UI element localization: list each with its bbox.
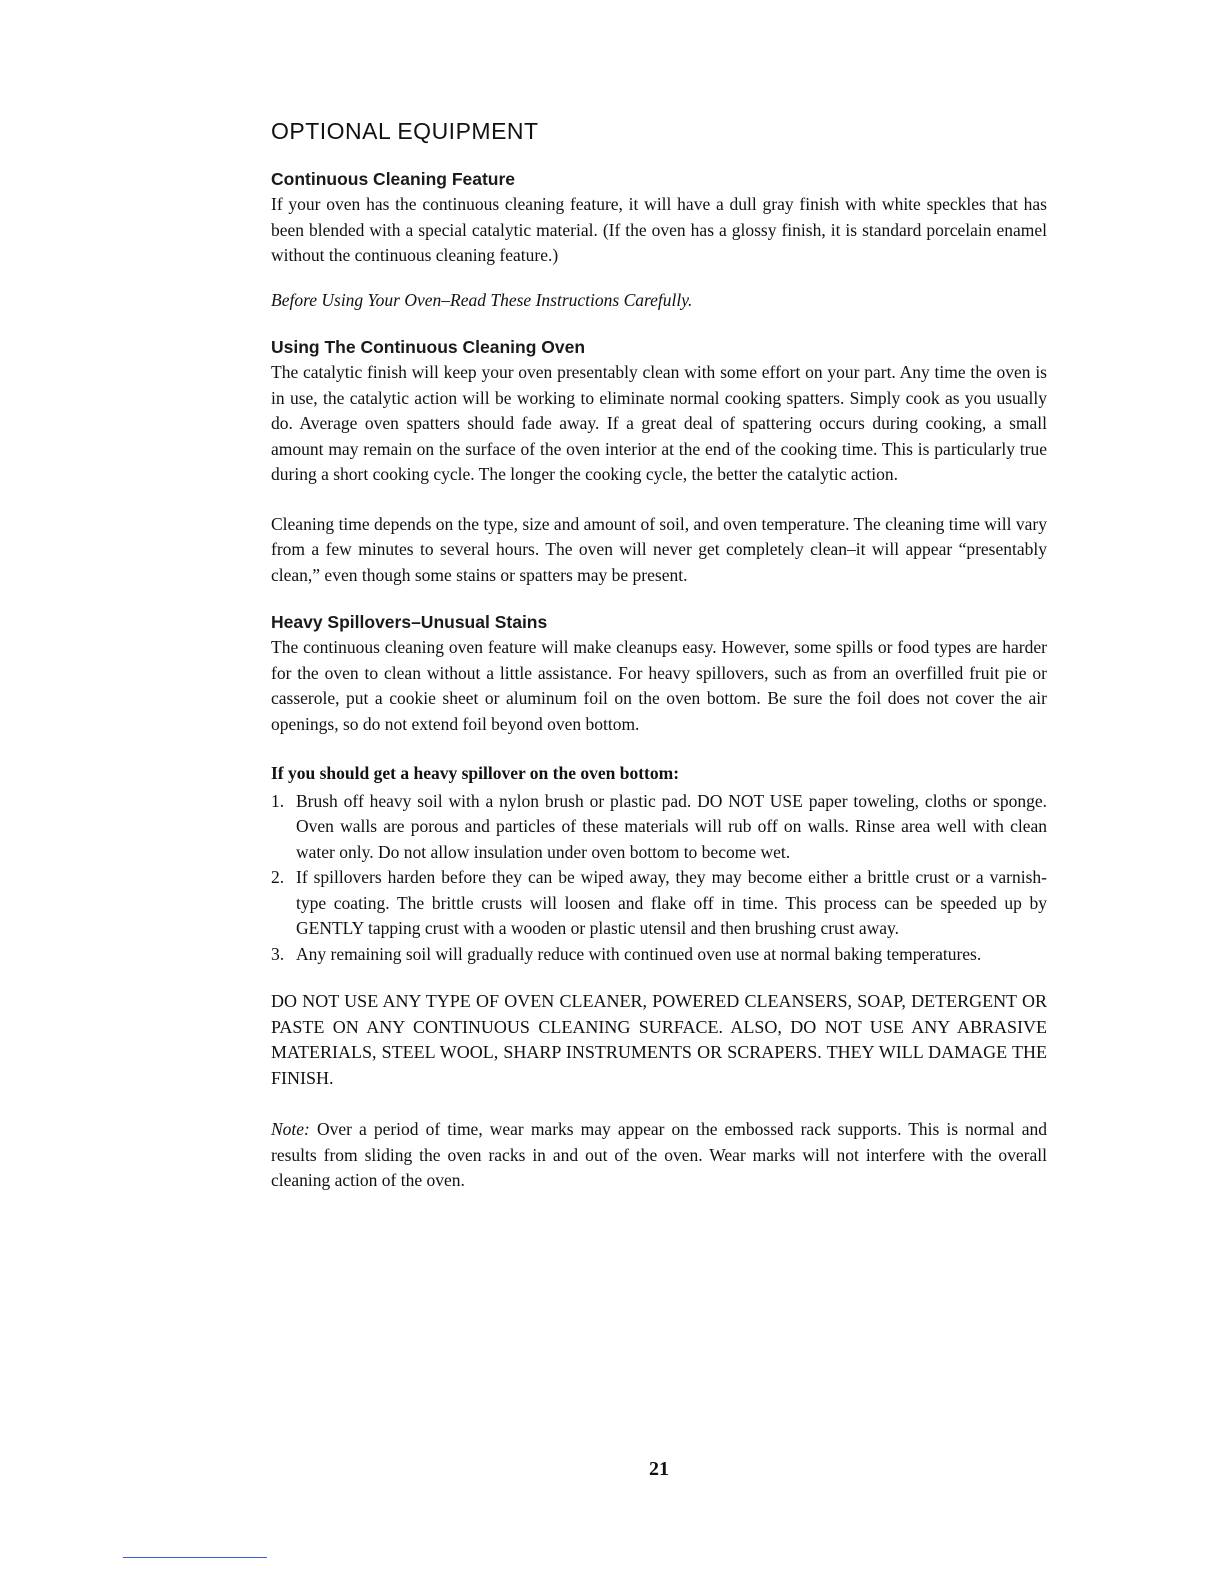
cleaning-steps-list [271,789,1047,968]
paragraph-catalytic-finish: The catalytic finish will keep your oven presentably clean with some effort on your part. Any time the oven is in use, the catalytic action will be working to eliminate normal cooking spatters. Simply cook as you usually do. Average oven spatters should fade away. If a great deal of spattering occurs during cooking, a small amount may remain on the surface of the oven interior at the end of the cooking time. This is particularly true during a short cooking cycle. The longer the cooking cycle, the better the catalytic action. [271,362,1047,484]
paragraph-heavy-spillovers: The continuous cleaning oven feature will make cleanups easy. However, some spills or food types are harder for the oven to clean without a little assistance. For heavy spillovers, such as from an overfilled fruit pie or casserole, put a cookie sheet or aluminum foil on the oven bottom. Be sure the foil does not cover the air openings, so do not extend foil beyond oven bottom. [271,637,1047,734]
note-text: Over a period of time, wear marks may appear on the embossed rack supports. This is normal and results from sliding the oven racks in and out of the oven. Wear marks will not interfere with the overall cleaning action of the oven. [271,1119,1047,1190]
instruction-notice: Before Using Your Oven–Read These Instructions Carefully. [271,289,693,310]
list-item [271,865,1047,942]
manual-page [271,118,1047,1480]
step-number: 2. [271,867,285,887]
footer-rule [123,1557,267,1558]
page-title: OPTIONAL EQUIPMENT [271,118,539,144]
step-text: If spillovers harden before they can be wiped away, they may become either a brittle crust or a varnish-type coating. The brittle crusts will loosen and flake off in time. This process can be speeded up by GENTLY tapping crust with a wooden or plastic utensil and then brushing crust away. [296,867,1047,938]
step-text: Any remaining soil will gradually reduce with continued oven use at normal baking temperatures. [296,943,982,964]
list-item [271,789,1047,866]
note-paragraph [271,1117,1047,1194]
page-number: 21 [649,1458,669,1480]
section-heading-continuous-cleaning-feature: Continuous Cleaning Feature [271,169,516,189]
step-number: 1. [271,790,285,811]
list-item [271,942,1047,968]
step-number: 3. [271,943,285,964]
paragraph-continuous-cleaning-feature: If your oven has the continuous cleaning feature, it will have a dull gray finish with white speckles that has been blended with a special catalytic material. (If the oven has a glossy finish, it is standard porcelain enamel without the continuous cleaning feature.) [271,194,1047,265]
note-label: Note: [271,1119,310,1139]
section-heading-heavy-spillovers: Heavy Spillovers–Unusual Stains [271,612,548,632]
step-text: Brush off heavy soil with a nylon brush or plastic pad. DO NOT USE paper toweling, cloths or sponge. Oven walls are porous and particles of these materials will rub off on walls. Rinse area well with clean water only. Do not allow insulation under oven bottom to become wet. [296,790,1047,862]
section-heading-using-continuous-cleaning-oven: Using The Continuous Cleaning Oven [271,337,586,357]
paragraph-cleaning-time: Cleaning time depends on the type, size and amount of soil, and oven temperature. The cleaning time will vary from a few minutes to several hours. The oven will never get completely clean–it will appear “presentably clean,” even though some stains or spatters may be present. [271,513,1047,585]
list-lead: If you should get a heavy spillover on the oven bottom: [271,763,680,783]
warning-paragraph: DO NOT USE ANY TYPE OF OVEN CLEANER, POWERED CLEANSERS, SOAP, DETERGENT OR PASTE ON ANY CONTINUOUS CLEANING SURFACE. ALSO, DO NOT USE ANY ABRASIVE MATERIALS, STEEL WOOL, SHARP INSTRUMENTS OR SCRAPERS. THEY WILL DAMAGE THE FINISH. [271,991,1047,1088]
